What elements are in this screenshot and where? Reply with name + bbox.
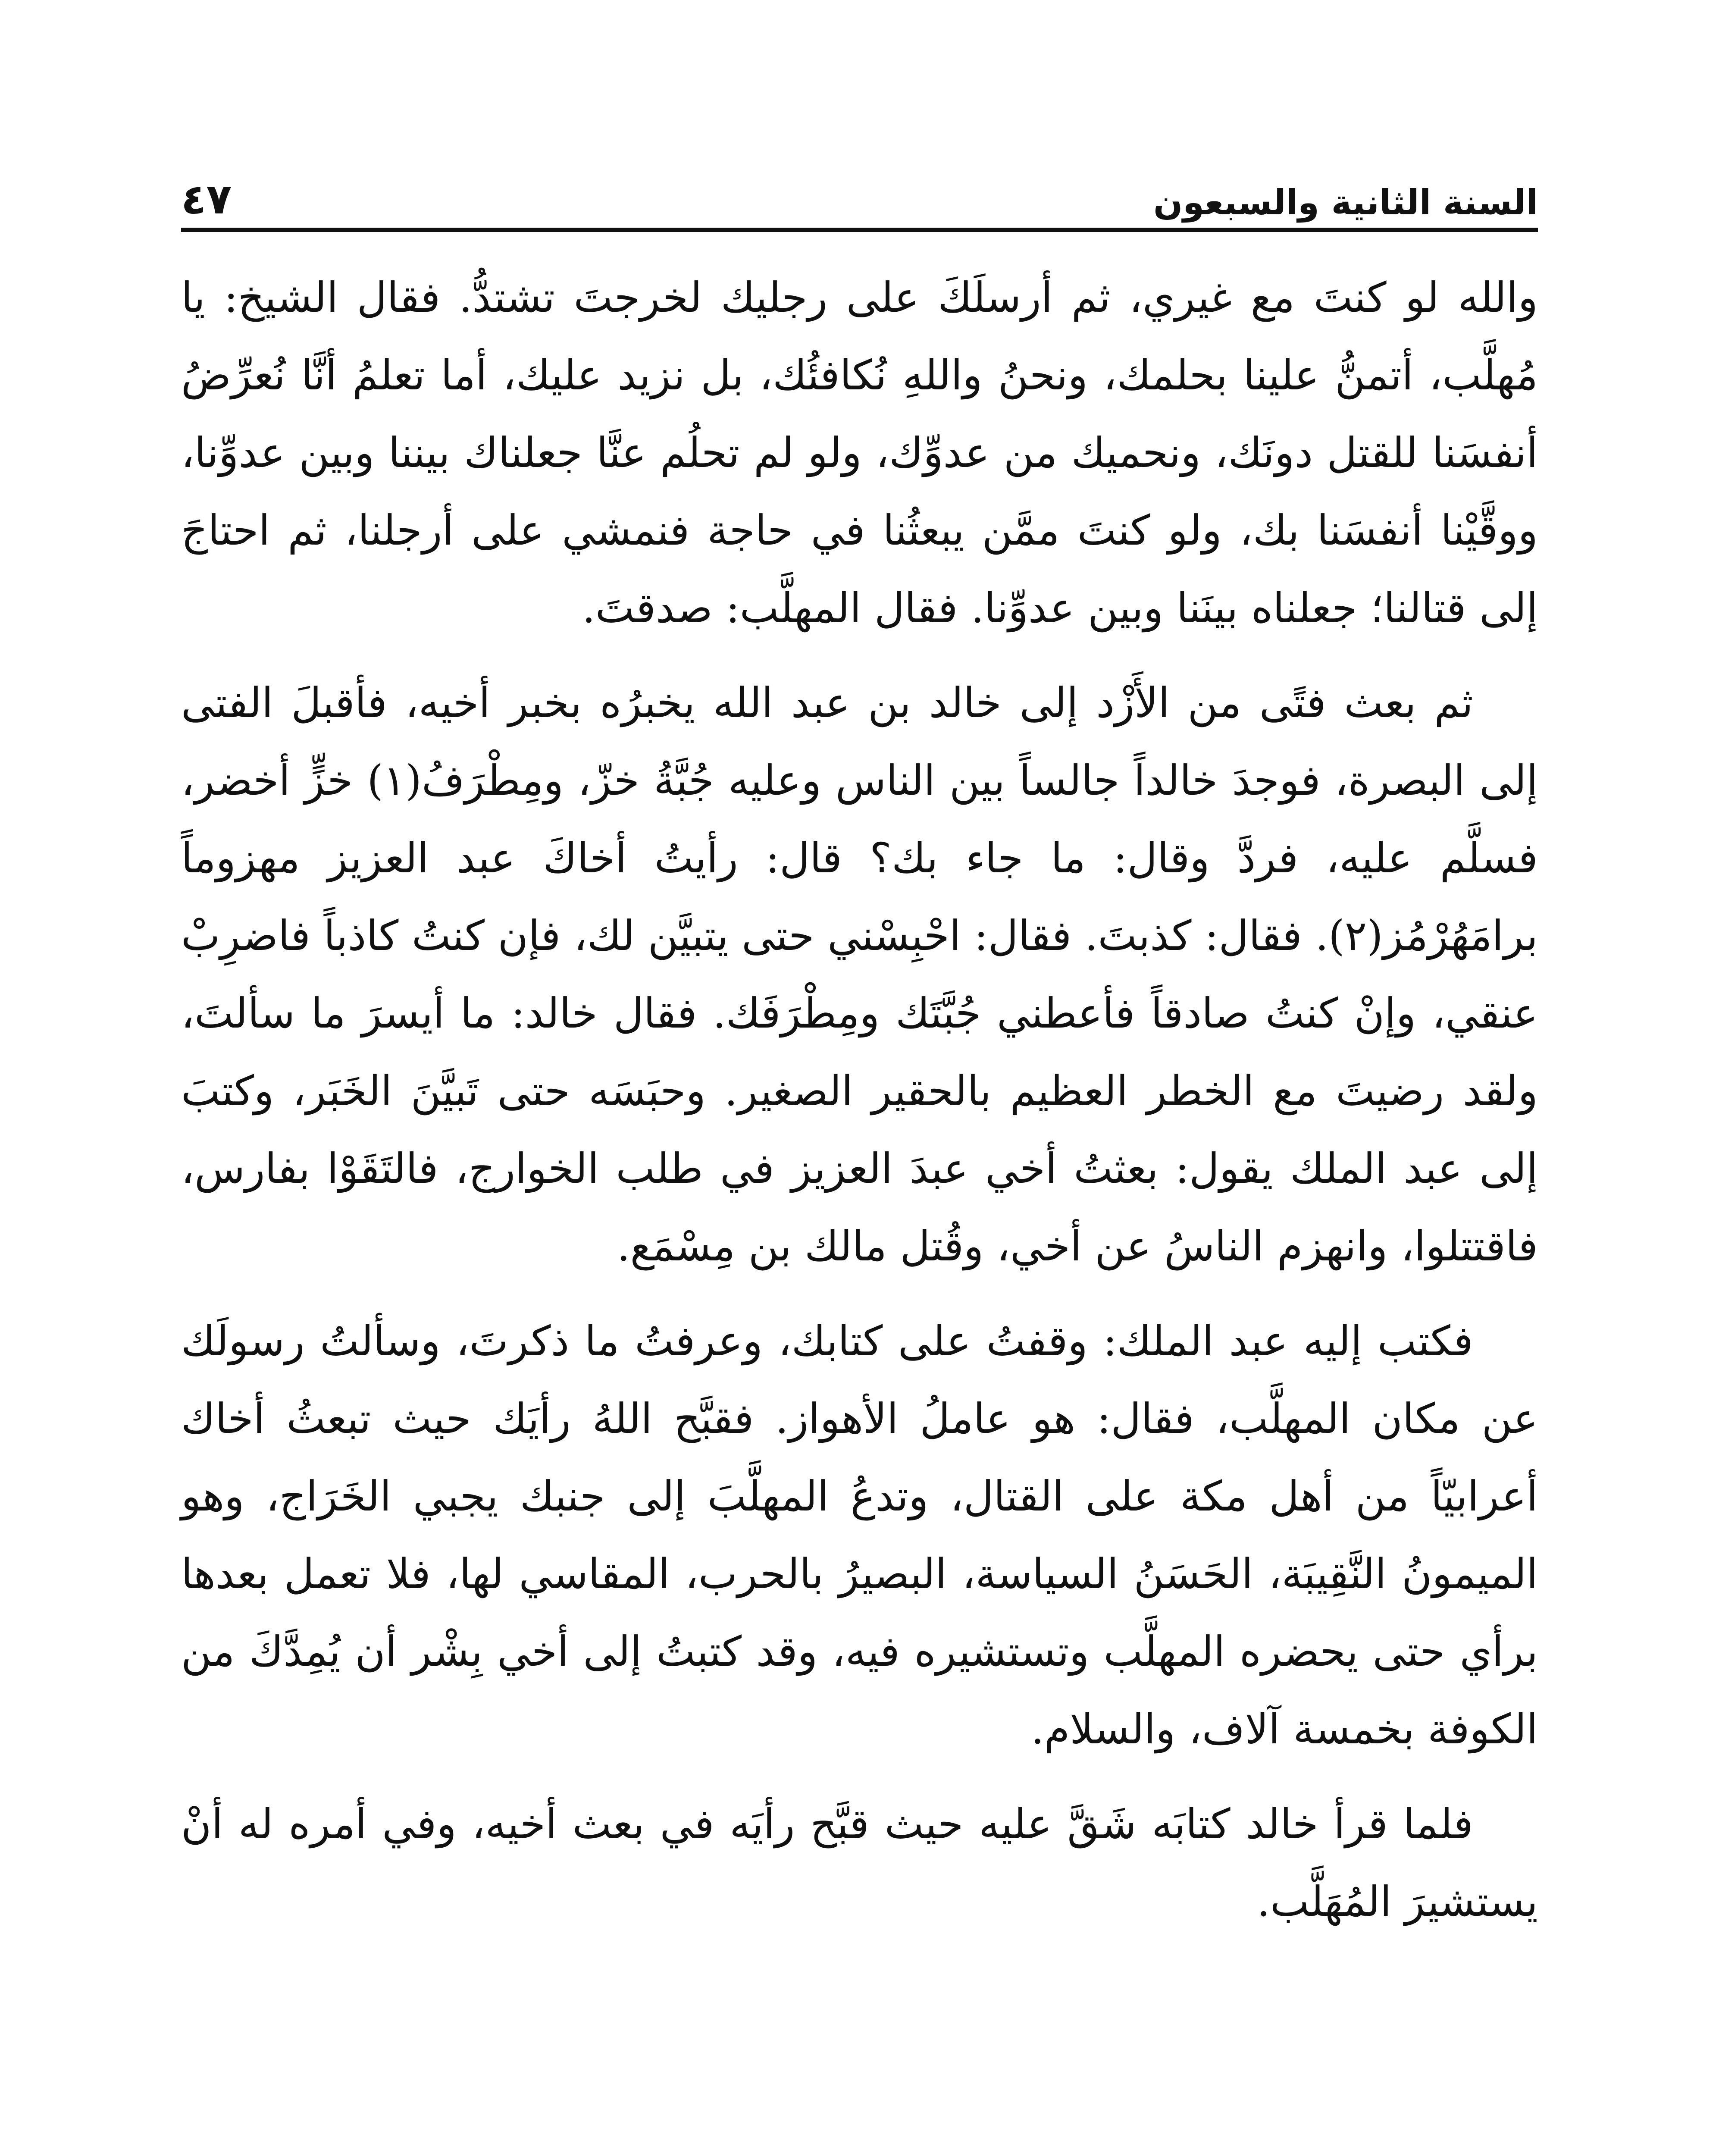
header-divider bbox=[181, 228, 1538, 232]
paragraph: والله لو كنتَ مع غيري، ثم أرسلَكَ على رجليك لخرجتَ تشتدُّ. فقال الشيخ: يا مُهلَّب، أتمنُّ علينا بحلمك، ونحنُ واللهِ نُكافئُك، بل نزيد عليك، أما تعلمُ أنَّا نُعرِّضُ أنفسَنا للقتل دونَك، ونحميك من عدوِّك، ولو لم تحلُم عنَّا جعلناك بيننا وبين عدوِّنا، ووقَّيْنا أنفسَنا بك، ولو كنتَ ممَّن يبعثُنا في حاجة فنمشي على أرجلنا، ثم احتاجَ إلى قتالنا؛ جعلناه بينَنا وبين عدوِّنا. فقال المهلَّب: صدقتَ. bbox=[181, 273, 1538, 632]
page-header bbox=[181, 155, 1538, 223]
running-title: السنة الثانية والسبعون bbox=[1153, 182, 1538, 222]
page-number: ٤٧ bbox=[181, 175, 232, 223]
paragraph: فلما قرأ خالد كتابَه شَقَّ عليه حيث قبَّح رأيَه في بعث أخيه، وفي أمره له أنْ يستشيرَ المُهَلَّب. bbox=[181, 1800, 1538, 1926]
paragraph: ثم بعث فتًى من الأَزْد إلى خالد بن عبد الله يخبرُه بخبر أخيه، فأقبلَ الفتى إلى البصرة، فوجدَ خالداً جالساً بين الناس وعليه جُبَّةُ خزّ، ومِطْرَفُ(١) خزٍّ أخضر، فسلَّم عليه، فردَّ وقال: ما جاء بك؟ قال: رأيتُ أخاكَ عبد العزيز مهزوماً برامَهُرْمُز(٢). فقال: كذبتَ. فقال: احْبِسْني حتى يتبيَّن لك، فإن كنتُ كاذباً فاضرِبْ عنقي، وإنْ كنتُ صادقاً فأعطني جُبَّتَك ومِطْرَفَك. فقال خالد: ما أيسرَ ما سألتَ، ولقد رضيتَ مع الخطر العظيم بالحقير الصغير. وحبَسَه حتى تَبيَّنَ الخَبَر، وكتبَ إلى عبد الملك يقول: بعثتُ أخي عبدَ العزيز في طلب الخوارج، فالتَقَوْا بفارس، فاقتتلوا، وانهزم الناسُ عن أخي، وقُتل مالك بن مِسْمَع. bbox=[181, 679, 1538, 1270]
paragraph: فكتب إليه عبد الملك: وقفتُ على كتابك، وعرفتُ ما ذكرتَ، وسألتُ رسولَك عن مكان المهلَّب، فقال: هو عاملُ الأهواز. فقبَّح اللهُ رأيَك حيث تبعثُ أخاك أعرابيّاً من أهل مكة على القتال، وتدعُ المهلَّبَ إلى جنبك يجبي الخَرَاج، وهو الميمونُ النَّقِيبَة، الحَسَنُ السياسة، البصيرُ بالحرب، المقاسي لها، فلا تعمل بعدها برأي حتى يحضره المهلَّب وتستشيره فيه، وقد كتبتُ إلى أخي بِشْر أن يُمِدَّكَ من الكوفة بخمسة آلاف، والسلام. bbox=[181, 1317, 1538, 1753]
main-text bbox=[181, 259, 1538, 1958]
